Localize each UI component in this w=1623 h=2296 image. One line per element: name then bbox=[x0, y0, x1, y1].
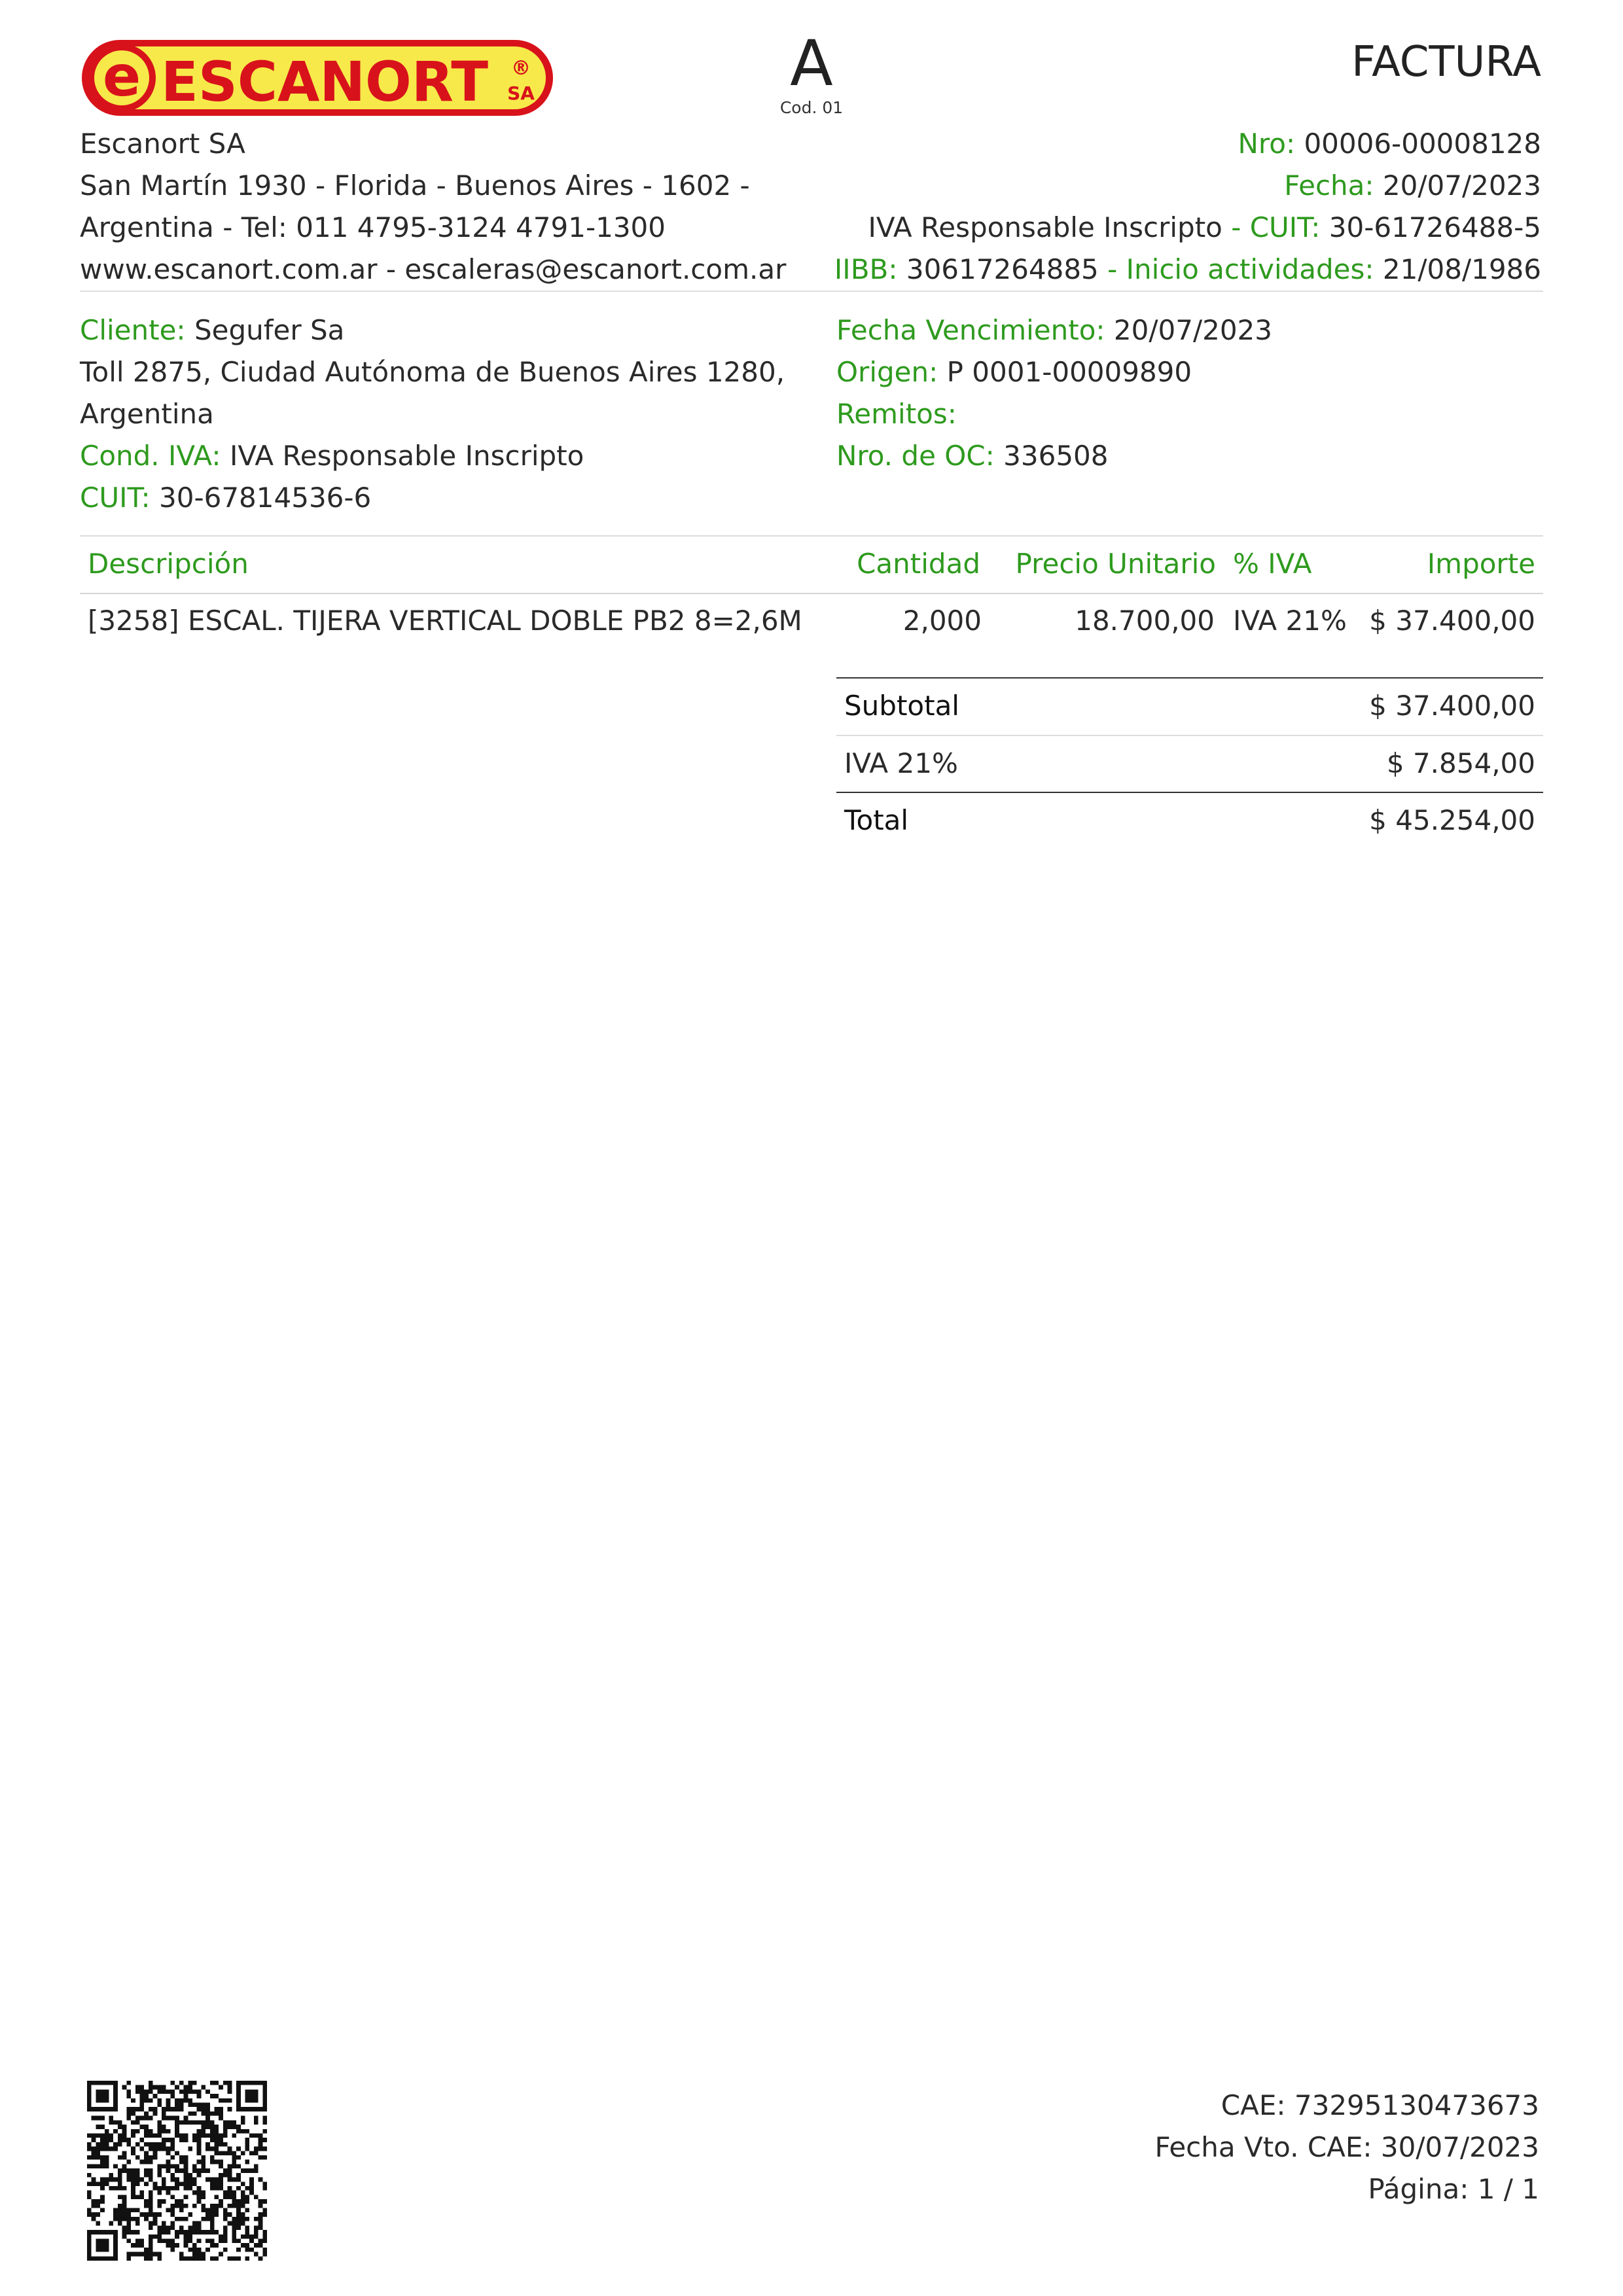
invoice-meta bbox=[834, 123, 1541, 291]
iibb-value: 30617264885 bbox=[906, 253, 1099, 285]
subtotal-row bbox=[836, 679, 1543, 735]
client-name bbox=[80, 309, 785, 351]
company-name: Escanort SA bbox=[80, 128, 245, 160]
company-address-1: San Martín 1930 - Florida - Buenos Aires - 1602 - bbox=[80, 169, 750, 202]
company-logo bbox=[80, 38, 555, 118]
page-number: Página: 1 / 1 bbox=[1368, 2173, 1539, 2205]
issuer-iibb-info bbox=[834, 249, 1541, 291]
purchase-order bbox=[836, 435, 1272, 477]
due-date-label: Fecha Vencimiento: bbox=[836, 314, 1105, 346]
subtotal-value: $ 37.400,00 bbox=[1369, 690, 1535, 722]
col-header-iva: % IVA bbox=[1233, 548, 1312, 580]
invoice-date-label: Fecha: bbox=[1284, 169, 1374, 202]
issuer-cuit-label: - CUIT: bbox=[1222, 211, 1321, 243]
inicio-label: - Inicio actividades: bbox=[1098, 253, 1374, 285]
row-description: [3258] ESCAL. TIJERA VERTICAL DOBLE PB2 8=2,6M bbox=[88, 605, 802, 637]
due-date-value: 20/07/2023 bbox=[1113, 314, 1272, 346]
purchase-order-value: 336508 bbox=[1003, 440, 1109, 472]
invoice-letter: A bbox=[790, 27, 833, 100]
company-info bbox=[80, 123, 786, 291]
invoice-date bbox=[834, 165, 1541, 207]
client-name-label: Cliente: bbox=[80, 314, 186, 346]
col-header-quantity: Cantidad bbox=[857, 548, 980, 580]
header-divider bbox=[80, 291, 1543, 292]
total-row bbox=[836, 793, 1543, 849]
client-divider bbox=[80, 535, 1543, 537]
iva-total-label: IVA 21% bbox=[844, 747, 958, 779]
issuer-iva-condition: IVA Responsable Inscripto bbox=[868, 211, 1222, 243]
invoice-number bbox=[834, 123, 1541, 165]
document-title: FACTURA bbox=[1351, 38, 1541, 86]
subtotal-label: Subtotal bbox=[844, 690, 959, 722]
client-iva-value: IVA Responsable Inscripto bbox=[229, 440, 584, 472]
cae-number: CAE: 73295130473673 bbox=[1221, 2089, 1539, 2121]
company-web: www.escanort.com.ar - escaleras@escanort.com.ar bbox=[80, 253, 787, 285]
origin bbox=[836, 351, 1272, 393]
row-unit-price: 18.700,00 bbox=[1075, 605, 1215, 637]
table-header-divider bbox=[80, 593, 1543, 594]
invoice-number-value: 00006-00008128 bbox=[1304, 128, 1541, 160]
origin-value: P 0001-00009890 bbox=[946, 356, 1192, 388]
issuer-tax-info bbox=[834, 207, 1541, 249]
logo-registered: ® bbox=[511, 57, 531, 80]
iibb-label: IIBB: bbox=[834, 253, 898, 285]
cae-expiry: Fecha Vto. CAE: 30/07/2023 bbox=[1154, 2131, 1539, 2163]
invoice-code: Cod. 01 bbox=[779, 98, 844, 117]
inicio-value: 21/08/1986 bbox=[1382, 253, 1541, 285]
col-header-description: Descripción bbox=[88, 548, 249, 580]
row-quantity: 2,000 bbox=[902, 605, 982, 637]
total-label: Total bbox=[844, 804, 909, 836]
logo-initial: e bbox=[102, 44, 141, 109]
order-info bbox=[836, 309, 1272, 477]
invoice-number-label: Nro: bbox=[1238, 128, 1296, 160]
iva-total-value: $ 7.854,00 bbox=[1386, 747, 1535, 779]
row-iva: IVA 21% bbox=[1233, 605, 1347, 637]
due-date bbox=[836, 309, 1272, 351]
company-address-2: Argentina - Tel: 011 4795-3124 4791-1300 bbox=[80, 211, 666, 243]
client-name-value: Segufer Sa bbox=[194, 314, 345, 346]
iva-row bbox=[836, 736, 1543, 792]
purchase-order-label: Nro. de OC: bbox=[836, 440, 995, 472]
col-header-amount: Importe bbox=[1427, 548, 1535, 580]
col-header-unit-price: Precio Unitario bbox=[1015, 548, 1216, 580]
client-iva-label: Cond. IVA: bbox=[80, 440, 221, 472]
cae-info bbox=[1154, 2085, 1539, 2210]
issuer-cuit-value: 30-61726488-5 bbox=[1329, 211, 1541, 243]
client-address-2: Argentina bbox=[80, 398, 214, 430]
origin-label: Origen: bbox=[836, 356, 938, 388]
client-cuit bbox=[80, 477, 785, 519]
afip-qr-code[interactable] bbox=[87, 2081, 267, 2261]
client-cuit-value: 30-67814536-6 bbox=[159, 482, 372, 514]
delivery-notes-label: Remitos: bbox=[836, 398, 957, 430]
logo-suffix: SA bbox=[507, 82, 535, 104]
client-iva-condition bbox=[80, 435, 785, 477]
row-amount: $ 37.400,00 bbox=[1369, 605, 1535, 637]
client-cuit-label: CUIT: bbox=[80, 482, 151, 514]
client-info bbox=[80, 309, 785, 519]
client-address-1: Toll 2875, Ciudad Autónoma de Buenos Aires 1280, bbox=[80, 356, 785, 388]
invoice-date-value: 20/07/2023 bbox=[1382, 169, 1541, 202]
total-value: $ 45.254,00 bbox=[1369, 804, 1535, 836]
delivery-notes bbox=[836, 393, 1272, 435]
logo-brand: ESCANORT bbox=[161, 50, 488, 114]
